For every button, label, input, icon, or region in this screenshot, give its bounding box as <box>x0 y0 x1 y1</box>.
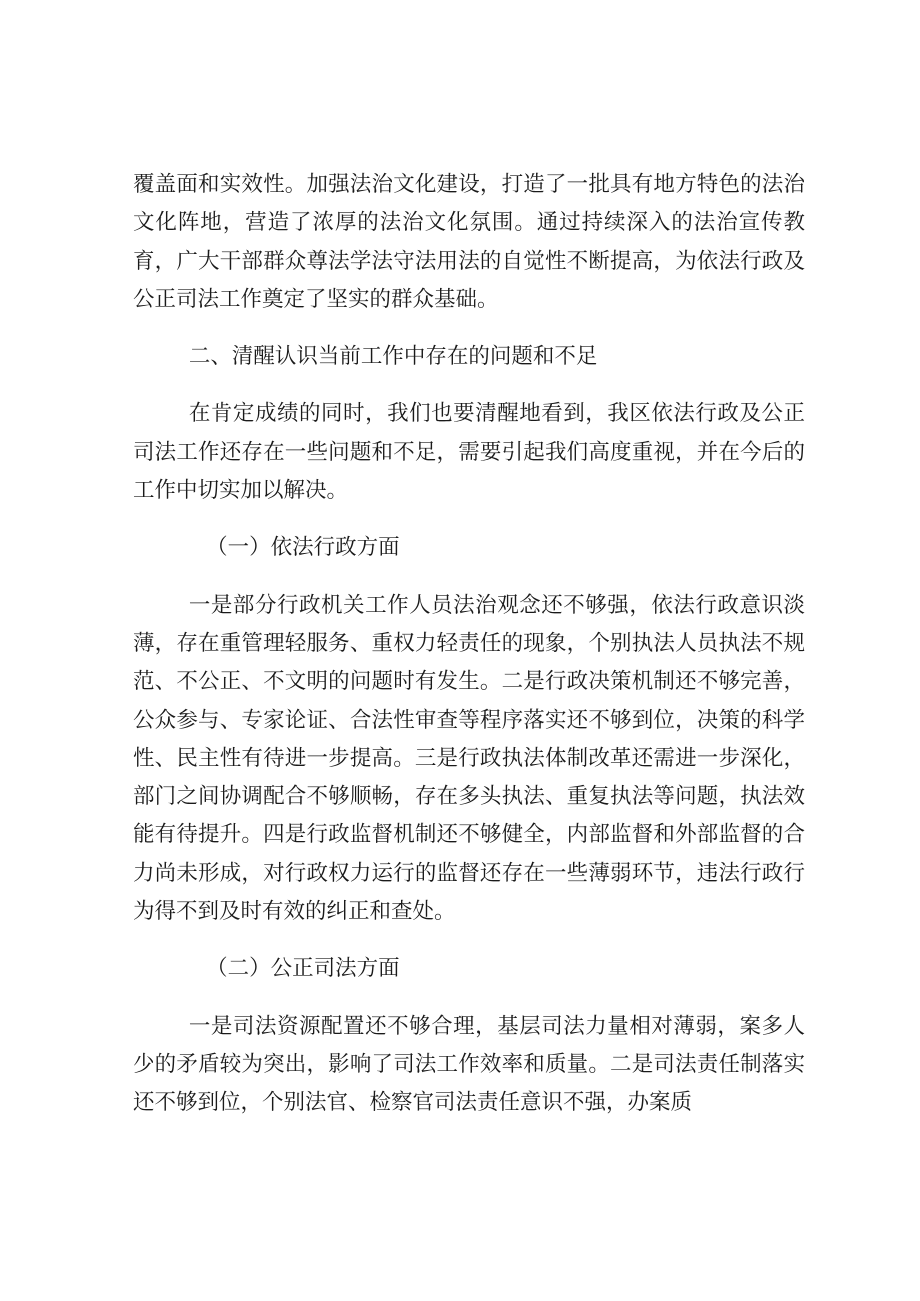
paragraph-administration-issues: 一是部分行政机关工作人员法治观念还不够强，依法行政意识淡薄，存在重管理轻服务、重权力轻责任的现象，个别执法人员执法不规范、不公正、不文明的问题时有发生。二是行政决策机制还不够完善，公众参与、专家论证、合法性审查等程序落实还不够到位，决策的科学性、民主性有待进一步提高。三是行政执法体制改革还需进一步深化，部门之间协调配合不够顺畅，存在多头执法、重复执法等问题，执法效能有待提升。四是行政监督机制还不够健全，内部监督和外部监督的合力尚未形成，对行政权力运行的监督还存在一些薄弱环节，违法行政行为得不到及时有效的纠正和查处。 <box>133 592 805 925</box>
paragraph-continuation: 覆盖面和实效性。加强法治文化建设，打造了一批具有地方特色的法治文化阵地，营造了浓厚的法治文化氛围。通过持续深入的法治宣传教育，广大干部群众尊法学法守法用法的自觉性不断提高，为依法行政及公正司法工作奠定了坚实的群众基础。 <box>133 172 805 312</box>
section-heading-two: 二、清醒认识当前工作中存在的问题和不足 <box>188 344 598 370</box>
paragraph-problems-intro: 在肯定成绩的同时，我们也要清醒地看到，我区依法行政及公正司法工作还存在一些问题和不足，需要引起我们高度重视，并在今后的工作中切实加以解决。 <box>133 401 805 504</box>
subheading-administration: （一）依法行政方面 <box>206 535 400 561</box>
document-body <box>133 166 805 1123</box>
paragraph-justice-issues: 一是司法资源配置还不够合理，基层司法力量相对薄弱，案多人少的矛盾较为突出，影响了司法工作效率和质量。二是司法责任制落实还不够到位，个别法官、检察官司法责任意识不强，办案质 <box>133 1013 805 1116</box>
subheading-justice: （二）公正司法方面 <box>206 956 400 982</box>
